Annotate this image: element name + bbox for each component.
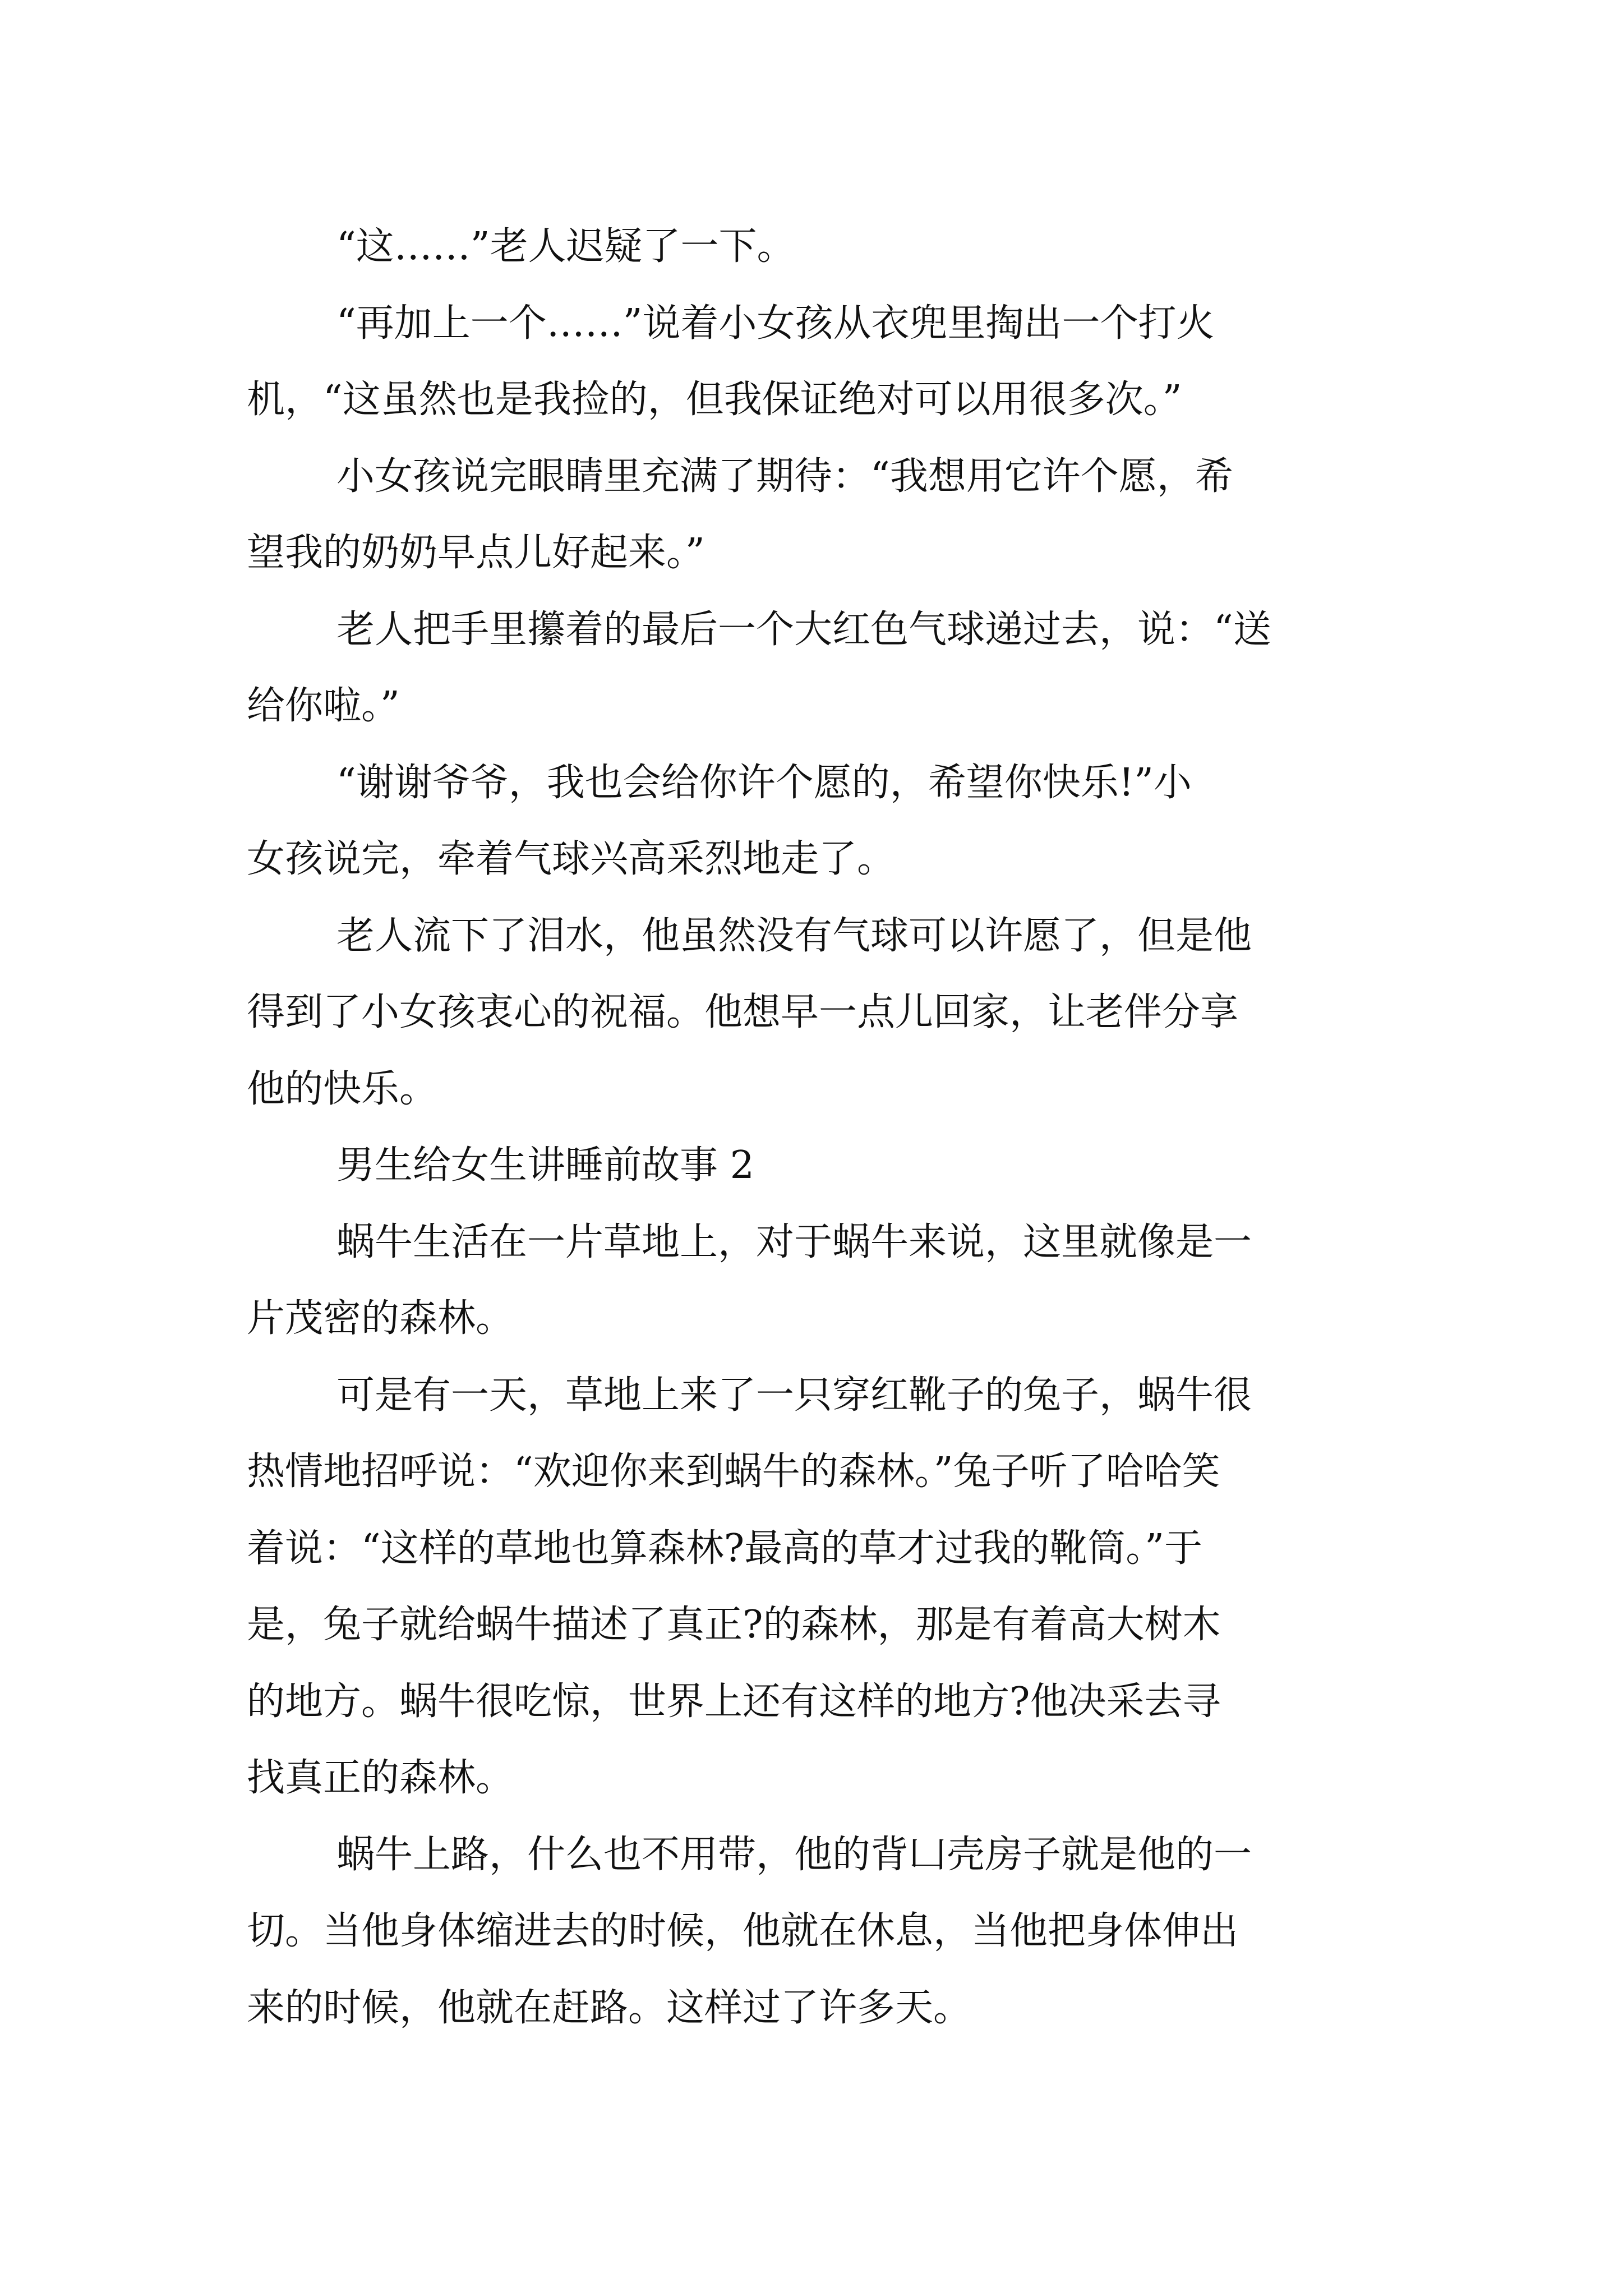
text-line: 老人把手里攥着的最后一个大红色气球递过去，说：“送 bbox=[336, 607, 1271, 652]
text-line: 蜗牛生活在一片草地上，对于蜗牛来说，这里就像是一 bbox=[336, 1220, 1252, 1264]
text-line: 小女孩说完眼睛里充满了期待：“我想用它许个愿，希 bbox=[336, 454, 1233, 499]
text-line: 望我的奶奶早点儿好起来。” bbox=[247, 531, 705, 575]
text-line: 片茂密的森林。 bbox=[247, 1296, 514, 1341]
text-line: 是，兔子就给蜗牛描述了真正?的森林，那是有着高大树木 bbox=[247, 1603, 1221, 1647]
text-line: “再加上一个……”说着小女孩从衣兜里掏出一个打火 bbox=[336, 301, 1215, 346]
text-line: 机，“这虽然也是我捡的，但我保证绝对可以用很多次。” bbox=[247, 378, 1182, 422]
text-line: 老人流下了泪水，他虽然没有气球可以许愿了，但是他 bbox=[336, 913, 1252, 958]
text-line: 切。当他身体缩进去的时候，他就在休息，当他把身体伸出 bbox=[247, 1909, 1239, 1953]
text-line: 可是有一天，草地上来了一只穿红靴子的兔子，蜗牛很 bbox=[336, 1373, 1252, 1418]
text-line: 给你啦。” bbox=[247, 684, 400, 728]
text-line: 女孩说完，牵着气球兴高采烈地走了。 bbox=[247, 837, 896, 881]
text-line: 得到了小女孩衷心的祝福。他想早一点儿回家，让老伴分享 bbox=[247, 990, 1239, 1034]
text-line: “谢谢爷爷，我也会给你许个愿的，希望你快乐!”小 bbox=[336, 760, 1192, 805]
text-line: “这……”老人迟疑了一下。 bbox=[336, 224, 795, 269]
text-line: 他的快乐。 bbox=[247, 1066, 438, 1111]
text-line: 的地方。蜗牛很吃惊，世界上还有这样的地方?他决采去寻 bbox=[247, 1679, 1221, 1724]
section-heading: 男生给女生讲睡前故事 2 bbox=[336, 1143, 754, 1188]
text-line: 蜗牛上路，什么也不用带，他的背凵壳房子就是他的一 bbox=[336, 1832, 1252, 1877]
text-line: 热情地招呼说：“欢迎你来到蜗牛的森林。”兔子听了哈哈笑 bbox=[247, 1450, 1220, 1494]
document-body bbox=[247, 209, 1385, 2046]
text-line: 找真正的森林。 bbox=[247, 1756, 514, 1800]
text-line: 着说：“这样的草地也算森林?最高的草才过我的靴筒。”于 bbox=[247, 1526, 1202, 1571]
text-line: 来的时候，他就在赶路。这样过了许多天。 bbox=[247, 1985, 972, 2030]
